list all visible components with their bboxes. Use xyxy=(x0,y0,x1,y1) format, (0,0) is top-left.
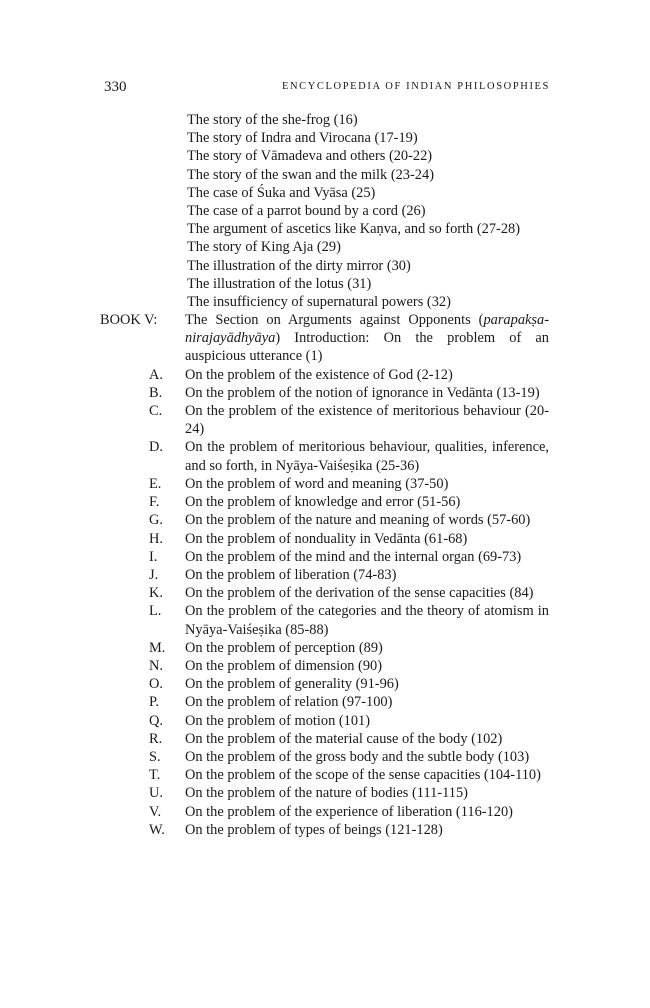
section-entry xyxy=(0,821,650,839)
section-text: On the problem of motion (101) xyxy=(185,712,371,729)
table-of-contents xyxy=(0,111,650,839)
section-entry xyxy=(0,475,650,493)
book-title-prefix: The Section on Arguments against Opponents ( xyxy=(185,312,484,329)
section-letter: F. xyxy=(149,494,160,511)
toc-item xyxy=(0,111,650,129)
section-entry xyxy=(0,803,650,821)
section-text: On the problem of liberation (74-83) xyxy=(185,566,397,583)
section-letter: H. xyxy=(149,530,163,547)
section-entry xyxy=(0,675,650,693)
section-entry xyxy=(0,712,650,730)
section-entry xyxy=(0,730,650,748)
section-text: On the problem of meritorious behaviour, qualities, inference, and so forth, in Nyāya-Vaiśeṣika (25-36) xyxy=(185,439,549,474)
section-entry xyxy=(0,784,650,802)
toc-item xyxy=(0,293,650,311)
book-title xyxy=(185,311,549,366)
toc-item xyxy=(0,202,650,220)
section-entry xyxy=(0,639,650,657)
toc-item-text: The illustration of the lotus (31) xyxy=(187,275,372,292)
section-entry xyxy=(0,584,650,602)
section-entry xyxy=(0,548,650,566)
section-letter: E. xyxy=(149,475,162,492)
section-text: On the problem of the existence of God (2-12) xyxy=(185,366,453,383)
toc-item xyxy=(0,147,650,165)
section-text: On the problem of types of beings (121-128) xyxy=(185,821,443,838)
section-entry xyxy=(0,511,650,529)
toc-item xyxy=(0,238,650,256)
section-letter: K. xyxy=(149,585,163,602)
section-letter: I. xyxy=(149,548,158,565)
section-entry xyxy=(0,766,650,784)
section-entry xyxy=(0,493,650,511)
section-entry xyxy=(0,402,650,438)
section-text: On the problem of the gross body and the subtle body (103) xyxy=(185,748,530,765)
section-letter: C. xyxy=(149,403,163,420)
toc-item-text: The illustration of the dirty mirror (30) xyxy=(187,257,411,274)
toc-item-text: The story of Vāmadeva and others (20-22) xyxy=(187,148,433,165)
section-text: On the problem of the mind and the internal organ (69-73) xyxy=(185,548,522,565)
toc-item xyxy=(0,257,650,275)
section-letter: N. xyxy=(149,657,163,674)
section-text: On the problem of generality (91-96) xyxy=(185,676,399,693)
section-letter: U. xyxy=(149,785,163,802)
section-text: On the problem of the categories and the theory of atomism in Nyāya-Vaiśeṣika (85-88) xyxy=(185,603,549,638)
section-entry xyxy=(0,438,650,474)
section-letter: P. xyxy=(149,694,160,711)
section-letter: Q. xyxy=(149,712,163,729)
section-letter: S. xyxy=(149,748,161,765)
section-text: On the problem of the nature and meaning of words (57-60) xyxy=(185,512,531,529)
toc-item-text: The story of the swan and the milk (23-24) xyxy=(187,166,434,183)
section-text: On the problem of the scope of the sense capacities (104-110) xyxy=(185,767,541,784)
section-letter: A. xyxy=(149,366,163,383)
book-title-suffix: ) Introduction: On the problem of an auspicious utterance (1) xyxy=(185,330,549,365)
section-letter: R. xyxy=(149,730,163,747)
section-text: On the problem of relation (97-100) xyxy=(185,694,393,711)
section-letter: O. xyxy=(149,676,163,693)
section-entry xyxy=(0,602,650,638)
toc-item-text: The insufficiency of supernatural powers (32) xyxy=(187,293,451,310)
toc-item xyxy=(0,129,650,147)
section-text: On the problem of the derivation of the sense capacities (84) xyxy=(185,585,534,602)
toc-item-text: The story of King Aja (29) xyxy=(187,239,341,256)
section-text: On the problem of word and meaning (37-50) xyxy=(185,475,449,492)
section-entry xyxy=(0,748,650,766)
section-letter: D. xyxy=(149,439,163,456)
section-text: On the problem of knowledge and error (51-56) xyxy=(185,494,461,511)
book-label: BOOK V: xyxy=(100,312,158,329)
section-text: On the problem of perception (89) xyxy=(185,639,383,656)
book-title-sanskrit: parapakṣa-nirajayādhyāya xyxy=(185,312,549,347)
toc-item xyxy=(0,275,650,293)
section-entry xyxy=(0,530,650,548)
book-heading xyxy=(0,311,650,366)
section-entry xyxy=(0,366,650,384)
section-entry xyxy=(0,693,650,711)
running-head: ENCYCLOPEDIA OF INDIAN PHILOSOPHIES xyxy=(281,81,550,92)
section-letter: B. xyxy=(149,384,163,401)
section-entry xyxy=(0,384,650,402)
section-letter: W. xyxy=(149,821,165,838)
section-letter: M. xyxy=(149,639,166,656)
section-entry xyxy=(0,566,650,584)
page-header xyxy=(104,79,550,99)
section-letter: L. xyxy=(149,603,162,620)
section-letter: T. xyxy=(149,767,161,784)
section-letter: V. xyxy=(149,803,162,820)
section-letter: G. xyxy=(149,512,163,529)
section-text: On the problem of the notion of ignorance in Vedānta (13-19) xyxy=(185,384,540,401)
toc-item-text: The story of Indra and Virocana (17-19) xyxy=(187,130,418,147)
section-text: On the problem of the material cause of the body (102) xyxy=(185,730,503,747)
toc-item xyxy=(0,220,650,238)
toc-item-text: The case of Śuka and Vyāsa (25) xyxy=(187,184,376,201)
page-number: 330 xyxy=(104,79,127,95)
section-text: On the problem of the nature of bodies (111-115) xyxy=(185,785,468,802)
section-entry xyxy=(0,657,650,675)
toc-item-text: The argument of ascetics like Kaṇva, and so forth (27-28) xyxy=(187,221,521,238)
toc-item-text: The case of a parrot bound by a cord (26) xyxy=(187,202,426,219)
section-text: On the problem of the experience of liberation (116-120) xyxy=(185,803,513,820)
section-text: On the problem of the existence of meritorious behaviour (20-24) xyxy=(185,403,549,438)
section-letter: J. xyxy=(149,566,159,583)
toc-item xyxy=(0,184,650,202)
section-text: On the problem of dimension (90) xyxy=(185,657,383,674)
section-text: On the problem of nonduality in Vedānta (61-68) xyxy=(185,530,468,547)
toc-item-text: The story of the she-frog (16) xyxy=(187,112,358,128)
toc-item xyxy=(0,166,650,184)
